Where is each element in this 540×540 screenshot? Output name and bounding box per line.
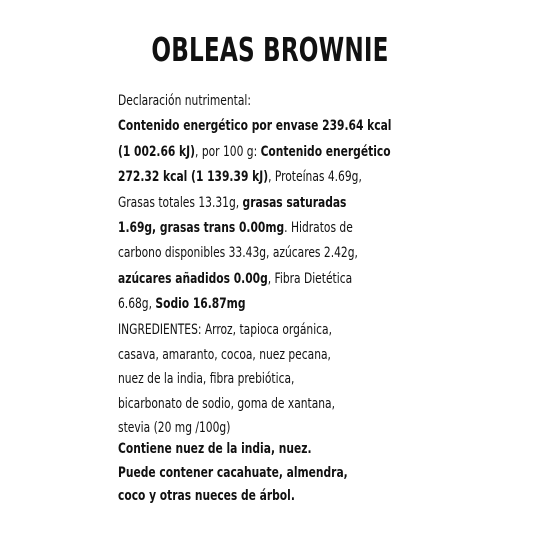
nutrition-line: [118, 89, 364, 114]
ingredients-list: [118, 318, 418, 441]
allergen-warning: [118, 438, 418, 509]
nutrition-declaration: [118, 89, 418, 318]
protein-value: , Proteínas 4.69g,: [268, 169, 362, 186]
ingredients-line: casava, amaranto, cocoa, nuez pecana,: [118, 346, 331, 363]
added-sugars-value: azúcares añadidos 0.00g: [118, 270, 268, 287]
nutrition-line: [118, 114, 392, 139]
nutrition-line: [118, 241, 364, 266]
per-100g-label: , por 100 g:: [195, 143, 261, 160]
allergen-line: Puede contener cacahuate, almendra,: [118, 464, 348, 481]
nutrition-heading: Declaración nutrimental:: [118, 93, 251, 109]
fiber-value: 6.68g,: [118, 296, 156, 313]
nutrition-line: [118, 165, 364, 190]
ingredients-line: INGREDIENTES: Arroz, tapioca orgánica,: [118, 322, 333, 338]
allergen-line: coco y otras nueces de árbol.: [118, 488, 295, 504]
energy-per-package: Contenido energético por envase 239.64 kcal: [118, 118, 392, 135]
ingredients-line: stevia (20 mg /100g): [118, 420, 231, 437]
allergen-line: Contiene nuez de la india, nuez.: [118, 441, 312, 457]
total-fat-value: Grasas totales 13.31g,: [118, 194, 243, 211]
carbohydrates-label: . Hidratos de: [284, 219, 353, 236]
product-title: OBLEAS BROWNIE: [151, 30, 389, 69]
energy-per-100g-value: 272.32 kcal (1 139.39 kJ): [118, 169, 269, 186]
energy-per-package-kj: (1 002.66 kJ): [118, 143, 196, 160]
nutrition-line: [118, 216, 364, 241]
carbohydrates-sugars-values: carbono disponibles 33.43g, azúcares 2.42g,: [118, 245, 358, 262]
saturated-trans-fat-values: 1.69g, grasas trans 0.00mg: [118, 219, 285, 236]
nutrition-line: [118, 191, 364, 216]
ingredients-line: bicarbonato de sodio, goma de xantana,: [118, 395, 336, 412]
nutrition-line: [118, 267, 364, 292]
sodium-value: Sodio 16.87mg: [155, 296, 246, 313]
fiber-label: , Fibra Dietética: [267, 270, 353, 287]
ingredients-line: nuez de la india, fibra prebiótica,: [118, 371, 295, 388]
nutrition-line: [118, 292, 364, 317]
nutrition-line: [118, 140, 391, 165]
energy-per-100g-label: Contenido energético: [260, 143, 391, 160]
saturated-fat-label: grasas saturadas: [242, 194, 347, 211]
